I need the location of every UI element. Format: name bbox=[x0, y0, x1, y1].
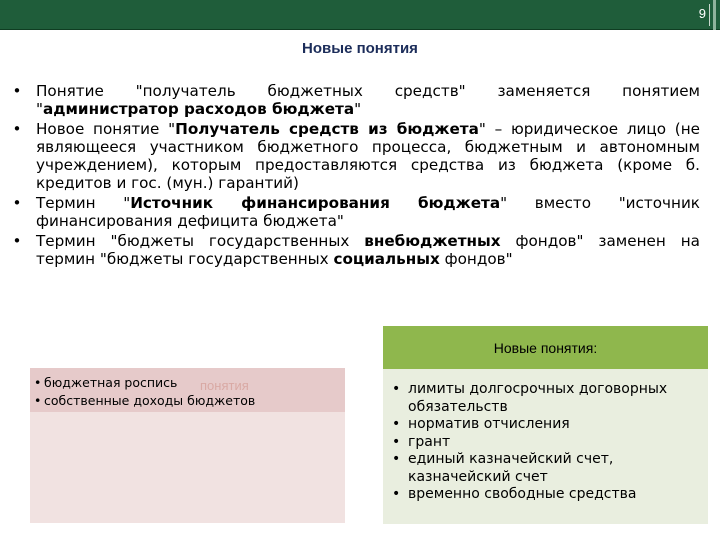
new-concepts-list bbox=[392, 381, 697, 504]
old-concepts-ghost-label: понятия bbox=[200, 378, 249, 393]
bullet-text: " bbox=[354, 100, 362, 118]
slide-number: 9 bbox=[698, 6, 706, 21]
new-concept-item bbox=[392, 381, 697, 416]
bullet-text: " вместо "источник финансирования дефицита бюджета" bbox=[36, 194, 700, 230]
main-bullet-list bbox=[10, 82, 700, 270]
bullet-text: Понятие "получатель бюджетных средств" заменяется понятием " bbox=[36, 82, 700, 118]
bullet-dot: • bbox=[12, 232, 22, 250]
bullet-dot: • bbox=[392, 433, 401, 450]
bullet-item bbox=[10, 120, 700, 192]
top-bar-rule bbox=[0, 29, 720, 30]
new-concepts-header bbox=[383, 326, 708, 369]
bullet-dot: • bbox=[12, 82, 22, 100]
bullet-item bbox=[10, 232, 700, 268]
bullet-bold-text: Источник финансирования бюджета bbox=[130, 194, 501, 212]
new-concept-item bbox=[392, 451, 697, 486]
old-concept-item bbox=[34, 374, 255, 392]
bullet-bold-text: социальных bbox=[333, 250, 440, 268]
old-concepts-list bbox=[34, 374, 255, 410]
bullet-dot: • bbox=[392, 381, 401, 397]
old-concept-item bbox=[34, 392, 255, 410]
top-bar bbox=[0, 0, 720, 30]
bullet-dot: • bbox=[34, 393, 42, 408]
new-concept-item-text: временно свободные средства bbox=[408, 486, 637, 502]
bullet-dot: • bbox=[12, 120, 22, 138]
new-concept-item-text: единый казначейский счет, казначейский счет bbox=[408, 451, 614, 485]
top-bar-accent-stripe bbox=[713, 0, 716, 30]
new-concept-item bbox=[392, 434, 697, 452]
bullet-text: " – юридическое лицо (не являющееся участником бюджетного процесса, бюджетным и автономным учреждением), которым предоставляются средства из бюджета (кроме б. кредитов и гос. (мун.) гарантий) bbox=[36, 120, 700, 192]
new-concept-item-text: норматив отчисления bbox=[408, 416, 570, 432]
new-concept-item-text: грант bbox=[408, 433, 451, 450]
bullet-text: Новое понятие " bbox=[36, 120, 176, 138]
new-concepts-heading: Новые понятия: bbox=[493, 340, 598, 356]
bullet-item bbox=[10, 194, 700, 230]
bullet-dot: • bbox=[12, 194, 22, 212]
new-concept-item bbox=[392, 486, 697, 504]
bullet-text: Термин "бюджеты государственных bbox=[36, 232, 365, 250]
old-concept-item-text: собственные доходы бюджетов bbox=[44, 393, 256, 408]
bullet-text: Термин " bbox=[36, 194, 131, 212]
bullet-item bbox=[10, 82, 700, 118]
bullet-bold-text: внебюджетных bbox=[364, 232, 501, 250]
bullet-dot: • bbox=[392, 416, 401, 432]
bullet-text: фондов" bbox=[439, 250, 513, 268]
new-concept-item-text: лимиты долгосрочных договорных обязательств bbox=[408, 381, 668, 415]
bullet-dot: • bbox=[34, 375, 42, 390]
old-concept-item-text: бюджетная роспись bbox=[44, 375, 178, 390]
bullet-dot: • bbox=[392, 451, 401, 467]
bullet-dot: • bbox=[392, 486, 401, 502]
bullet-bold-text: Получатель средств из бюджета bbox=[175, 120, 479, 138]
bullet-bold-text: администратор расходов бюджета bbox=[43, 100, 355, 118]
slide-title: Новые понятия bbox=[302, 40, 418, 57]
new-concept-item bbox=[392, 416, 697, 434]
bullet-text: фондов" заменен на термин "бюджеты государственных bbox=[36, 232, 700, 268]
top-bar-accent-line bbox=[709, 4, 710, 26]
